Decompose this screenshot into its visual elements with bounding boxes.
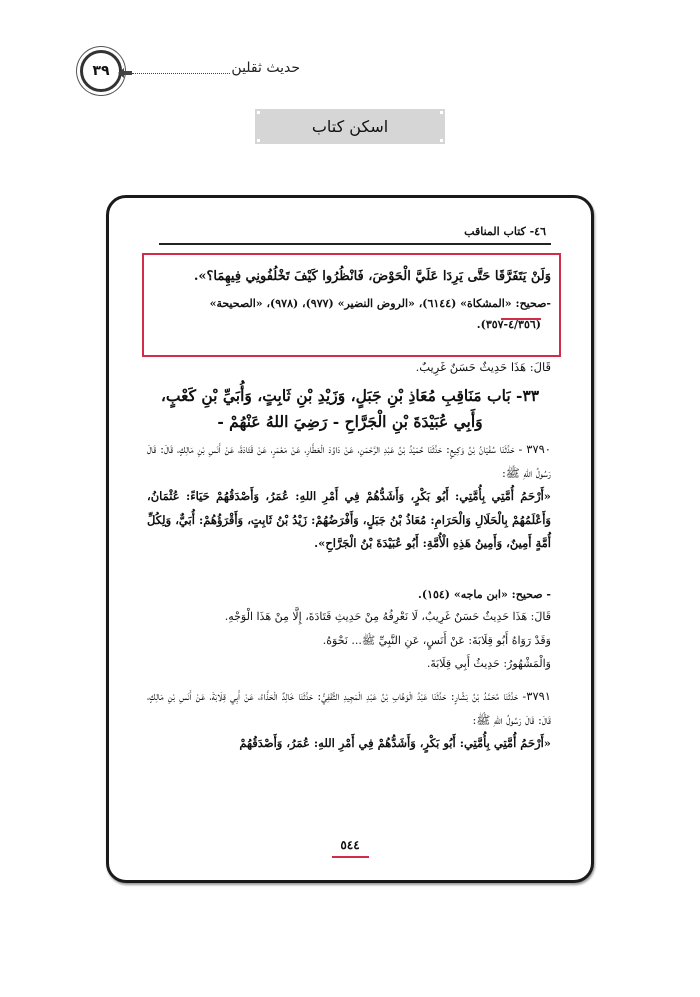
mashhur-line: وَالْمَشْهُورُ: حَدِيثُ أَبِي قِلَابَةَ. <box>426 657 551 670</box>
sahih-line: -صحيح: «المشكاة» (٦١٤٤)، «الروض النضير» (٩٧٧)، (٩٧٨)، «الصحيحة» <box>209 297 551 310</box>
book-page <box>109 198 591 880</box>
sahih-line-2: (٤/٣٥٦-٣٥٧). <box>476 318 541 331</box>
hadith-3790-isnad: ٣٧٩٠ - حَدَّثَنَا سُفْيَانُ بْنُ وَكِيعٍ: حَدَّثَنَا حُمَيْدُ بْنُ عَبْدِ الرَّحْمَنِ، عَنْ دَاوُدَ الْعَطَّارِ، عَنْ مَعْمَرٍ، عَنْ قَتَادَةَ، عَنْ أَنَسِ بْنِ مَالِكٍ، قَالَ: قَالَ رَسُولُ اللهِ ﷺ: <box>147 442 551 480</box>
folio-number: ٥٤٤ <box>340 838 360 852</box>
quote-line: وَلَنْ يَتَفَرَّقَا حَتَّى يَرِدَا عَلَيَّ الْحَوْضَ، فَانْظُرُوا كَيْفَ تَخْلُفُونِي فِيهِمَا؟». <box>193 269 551 284</box>
hadith-3790-matn: «أَرْحَمُ أُمَّتِي بِأُمَّتِي: أَبُو بَكْرٍ، وَأَشَدُّهُمْ فِي أَمْرِ اللهِ: عُمَرُ، وَأَصْدَقُهُمْ حَيَاءً: عُثْمَانُ، وَأَعْلَمُهُمْ بِالْحَلَالِ وَالْحَرَامِ: مُعَاذُ بْنُ جَبَلٍ، وَأَفْرَضُهُمْ: زَيْدُ بْنُ ثَابِتٍ، وَأَقْرَؤُهُمْ: أُبَيٌّ، وَلِكُلِّ أُمَّةٍ أَمِينٌ، وَأَمِينُ هَذِهِ الْأُمَّةِ: أَبُو عُبَيْدَةَ بْنُ الْجَرَّاحِ». <box>147 489 551 550</box>
page-number-badge <box>80 50 122 92</box>
section-banner-label: اسکن کتاب <box>311 117 389 136</box>
banner-corner <box>257 111 260 114</box>
book-scan-frame <box>106 195 594 883</box>
header-title: حدیث ثقلین <box>231 60 300 76</box>
rawah-line: وَقَدْ رَوَاهُ أَبُو قِلَابَةَ: عَنْ أَنَسٍ، عَنِ النَّبِيِّ ﷺ... نَحْوَهُ. <box>322 634 551 647</box>
qala-line-2: قَالَ: هَذَا حَدِيثٌ حَسَنٌ غَرِيبٌ، لَا نَعْرِفُهُ مِنْ حَدِيثِ قَتَادَةَ، إِلَّا مِنْ هَذَا الْوَجْهِ. <box>224 610 551 623</box>
header-dotted-line <box>132 73 230 74</box>
page-header <box>80 50 300 94</box>
qala-line: قَالَ: هَذَا حَدِيثٌ حَسَنٌ غَرِيبٌ. <box>415 360 551 374</box>
folio-underline <box>332 856 369 858</box>
banner-corner <box>440 139 443 142</box>
ornament-arrow-icon <box>118 67 132 79</box>
bab-title: ٣٣- بَاب مَنَاقِبِ مُعَاذِ بْنِ جَبَلٍ، وَزَيْدِ بْنِ ثَابِتٍ، وَأُبَيِّ بْنِ كَعْبٍ، وَأَبِي عُبَيْدَةَ بْنِ الْجَرَّاحِ - رَضِيَ اللهُ عَنْهُمْ - <box>160 386 540 431</box>
banner-corner <box>440 111 443 114</box>
banner-corner <box>257 139 260 142</box>
sahih-ibn-majah: - صحيح: «ابن ماجه» (١٥٤). <box>418 588 551 601</box>
running-head: ٤٦- كتاب المناقب <box>464 225 546 238</box>
page-number: ۳۹ <box>92 63 110 79</box>
section-banner <box>255 109 445 144</box>
hadith-3791-matn: «أَرْحَمُ أُمَّتِي بِأُمَّتِي: أَبُو بَكْرٍ، وَأَشَدُّهُمْ فِي أَمْرِ اللهِ: عُمَرُ، وَأَصْدَقُهُمْ <box>239 736 551 750</box>
running-head-rule <box>159 243 551 245</box>
hadith-3791-isnad: ٣٧٩١- حَدَّثَنَا مُحَمَّدُ بْنُ بَشَّارٍ: حَدَّثَنَا عَبْدُ الْوَهَّابِ بْنُ عَبْدِ الْمَجِيدِ الثَّقَفِيُّ: حَدَّثَنَا خَالِدٌ الْحَذَّاءُ، عَنْ أَبِي قِلَابَةَ، عَنْ أَنَسِ بْنِ مَالِكٍ، قَالَ: قَالَ رَسُولُ اللهِ ﷺ: <box>147 689 551 727</box>
sahih-underline <box>501 318 541 320</box>
